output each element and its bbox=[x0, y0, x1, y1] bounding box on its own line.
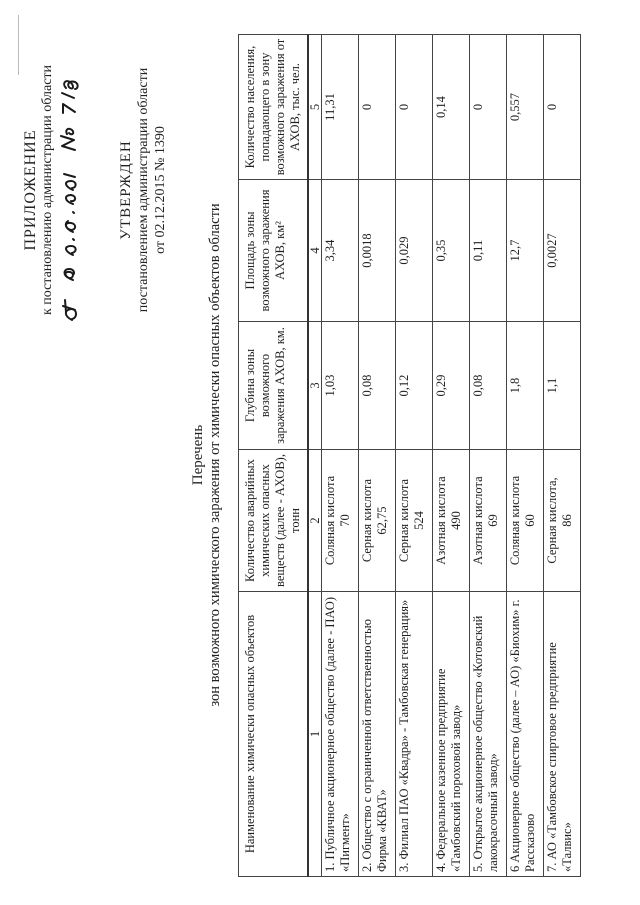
zone-area: 12,7 bbox=[507, 180, 544, 322]
column-number: 4 bbox=[308, 180, 322, 322]
population: 0 bbox=[544, 35, 581, 180]
table-row bbox=[507, 35, 544, 877]
zone-depth: 1,1 bbox=[544, 322, 581, 450]
table-row bbox=[470, 35, 507, 877]
header-population: Количество населения, попадающего в зону возможного заражения от АХОВ, тыс. чел. bbox=[239, 35, 309, 180]
population: 0 bbox=[359, 35, 396, 180]
list-heading bbox=[190, 95, 224, 815]
header-zone-depth: Глубина зоны возможного заражения АХОВ, км. bbox=[239, 322, 309, 450]
column-number: 3 bbox=[308, 322, 322, 450]
zone-area: 0,35 bbox=[433, 180, 470, 322]
list-title: Перечень bbox=[190, 424, 206, 486]
table-row bbox=[396, 35, 433, 877]
zone-area: 0,0027 bbox=[544, 180, 581, 322]
substance: Соляная кислота bbox=[508, 475, 522, 566]
amount: 70 bbox=[338, 514, 352, 527]
handwritten-date-signature-graphic bbox=[57, 30, 79, 350]
header-substance-amount: Количество аварийных химических опасных веществ (далее - АХОВ), тонн bbox=[239, 450, 309, 592]
approved-line-1: постановлением администрации области bbox=[136, 67, 151, 313]
population: 0,14 bbox=[433, 35, 470, 180]
zone-area: 3,34 bbox=[322, 180, 359, 322]
amount: 86 bbox=[560, 514, 574, 527]
zone-area: 0,029 bbox=[396, 180, 433, 322]
approved-line-2: от 02.12.2015 № 1390 bbox=[153, 126, 168, 254]
zone-area: 0,0018 bbox=[359, 180, 396, 322]
amount: 490 bbox=[449, 511, 463, 530]
amount: 62,75 bbox=[375, 506, 389, 535]
population: 11,31 bbox=[322, 35, 359, 180]
object-name: 3. Филиал ПАО «Квадра» - Тамбовская генерация» bbox=[396, 592, 433, 877]
hazard-zones-table bbox=[238, 34, 581, 877]
table-row bbox=[433, 35, 470, 877]
substance-cell bbox=[322, 450, 359, 592]
object-name: 4. Федеральное казенное предприятие «Тамбовский пороховой завод» bbox=[433, 592, 470, 877]
zone-area: 0,11 bbox=[470, 180, 507, 322]
approved-title: УТВЕРЖДЕН bbox=[118, 140, 134, 240]
substance-cell bbox=[470, 450, 507, 592]
substance: Серная кислота, bbox=[545, 477, 559, 564]
zone-depth: 1,8 bbox=[507, 322, 544, 450]
table-row bbox=[359, 35, 396, 877]
zone-depth: 0,29 bbox=[433, 322, 470, 450]
table-row bbox=[544, 35, 581, 877]
object-name: 2. Общество с ограниченной ответственностью Фирма «КВАТ» bbox=[359, 592, 396, 877]
object-name: 6 Акционерное общество (далее – АО) «Биохим» г. Рассказово bbox=[507, 592, 544, 877]
substance-cell bbox=[359, 450, 396, 592]
substance: Азотная кислота bbox=[471, 476, 485, 565]
substance-cell bbox=[507, 450, 544, 592]
column-number-row bbox=[308, 35, 322, 877]
object-name: 1. Публичное акционерное общество (далее - ПАО) «Пигмент» bbox=[322, 592, 359, 877]
zone-depth: 0,08 bbox=[470, 322, 507, 450]
table-row bbox=[322, 35, 359, 877]
population: 0 bbox=[470, 35, 507, 180]
list-subtitle: зон возможного химического заражения от химически опасных объектов области bbox=[207, 203, 223, 707]
table-header-row bbox=[239, 35, 309, 877]
substance: Соляная кислота bbox=[323, 475, 337, 566]
header-objects: Наименование химически опасных объектов bbox=[239, 592, 309, 877]
amount: 60 bbox=[523, 514, 537, 527]
object-name: 5. Открытое акционерное общество «Котовский лакокрасочный завод» bbox=[470, 592, 507, 877]
approved-block bbox=[118, 30, 169, 350]
zone-depth: 0,12 bbox=[396, 322, 433, 450]
column-number: 2 bbox=[308, 450, 322, 592]
zone-depth: 1,03 bbox=[322, 322, 359, 450]
object-name: 7. АО «Тамбовское спиртовое предприятие «Талвис» bbox=[544, 592, 581, 877]
substance: Серная кислота bbox=[397, 478, 411, 563]
substance: Серная кислота bbox=[360, 478, 374, 563]
scan-artifact-line bbox=[18, 15, 19, 75]
amount: 69 bbox=[486, 514, 500, 527]
appendix-block bbox=[22, 30, 79, 350]
substance-cell bbox=[433, 450, 470, 592]
substance-cell bbox=[396, 450, 433, 592]
appendix-line: к постановлению администрации области bbox=[40, 64, 55, 316]
appendix-title: ПРИЛОЖЕНИЕ bbox=[22, 129, 39, 251]
handwritten-date-signature bbox=[57, 30, 79, 350]
substance-cell bbox=[544, 450, 581, 592]
amount: 524 bbox=[412, 511, 426, 530]
substance: Азотная кислота bbox=[434, 476, 448, 565]
population: 0 bbox=[396, 35, 433, 180]
column-number: 1 bbox=[308, 592, 322, 877]
population: 0,557 bbox=[507, 35, 544, 180]
zone-depth: 0,08 bbox=[359, 322, 396, 450]
column-number: 5 bbox=[308, 35, 322, 180]
header-zone-area: Площадь зоны возможного заражения АХОВ, км² bbox=[239, 180, 309, 322]
